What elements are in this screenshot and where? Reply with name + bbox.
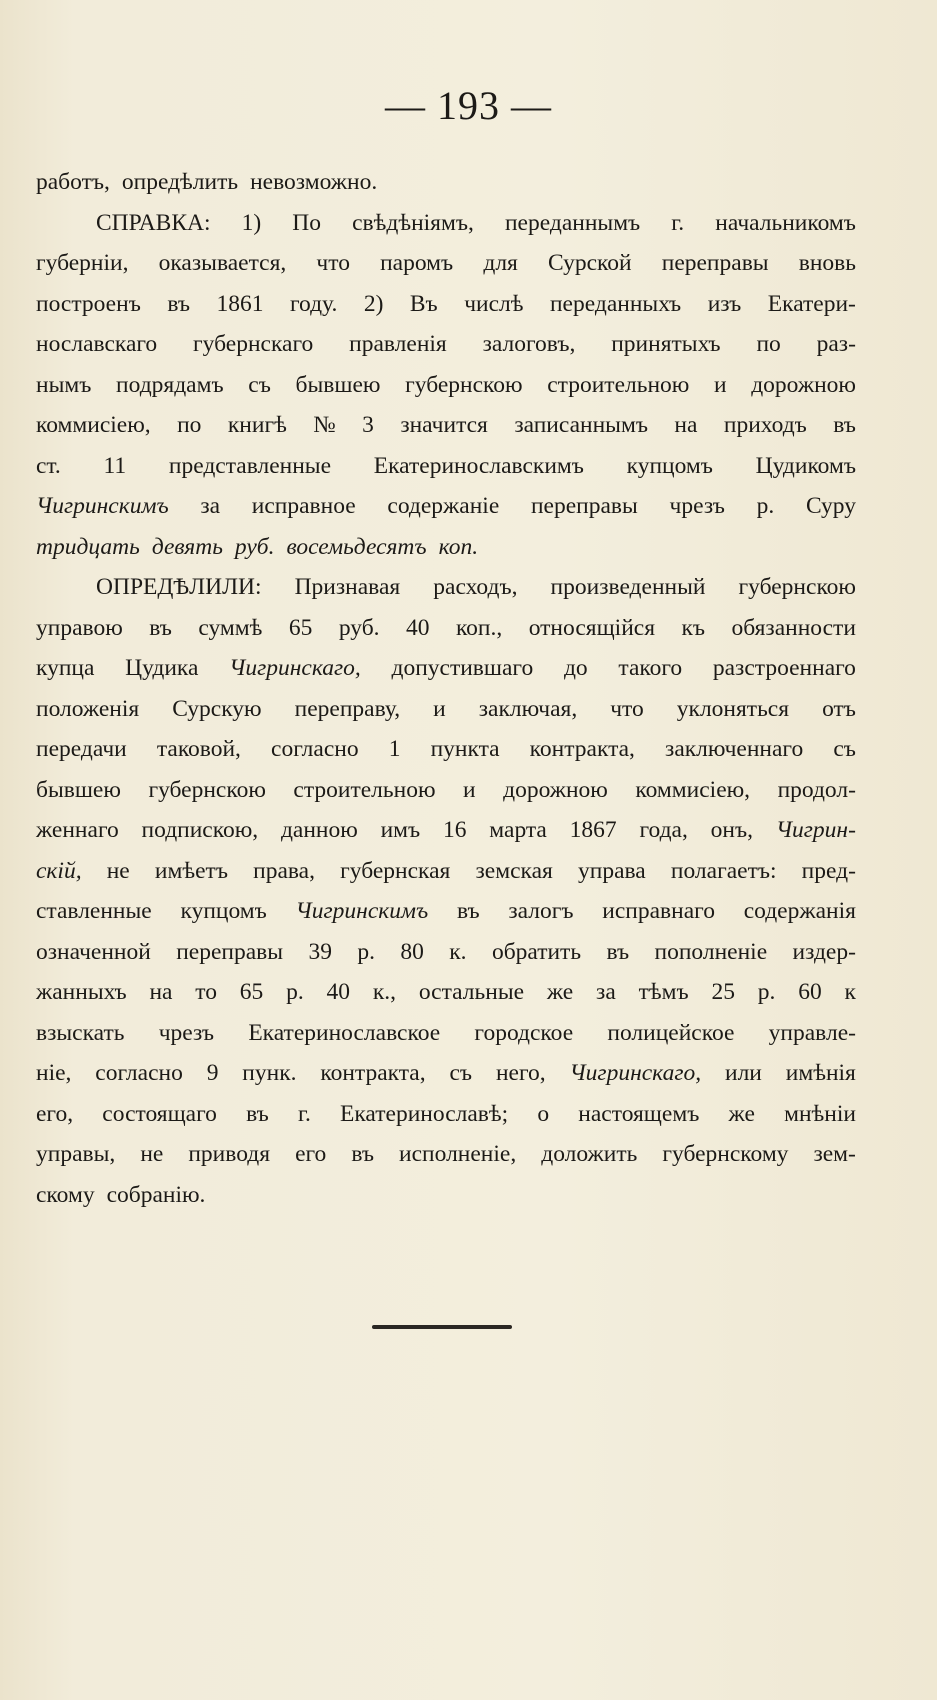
word: суммѣ [198, 614, 263, 641]
word: начальникомъ [715, 209, 856, 236]
word: пополненіе [654, 938, 768, 965]
word: на [674, 412, 698, 438]
text-line [36, 648, 856, 689]
word: обратить [491, 938, 582, 965]
word: чрезъ [158, 1019, 215, 1046]
word: въ [606, 938, 630, 965]
word: залоговъ, [482, 331, 576, 357]
word: губернскою [148, 776, 266, 803]
word: № [313, 412, 336, 438]
word: за [200, 493, 221, 519]
word: г. [671, 209, 685, 236]
word: бывшею [36, 776, 121, 803]
word: 3 [362, 412, 374, 438]
word: 25 [711, 979, 735, 1005]
word: 80 [400, 938, 424, 965]
text-line [36, 1094, 856, 1135]
word: имѣнія [785, 1060, 856, 1086]
word: ніе, [36, 1060, 72, 1086]
text-line [36, 1053, 856, 1094]
word: же [546, 979, 574, 1005]
word: купца [36, 655, 95, 681]
word: скому [36, 1181, 95, 1208]
word: для [483, 250, 518, 276]
word: 40 [326, 979, 351, 1005]
word: съ [833, 736, 856, 762]
word: восемьдесятъ [286, 533, 427, 560]
word: доложить [541, 1141, 638, 1167]
text-line [36, 1175, 856, 1216]
word: свѣдѣніямъ, [352, 209, 474, 236]
word: исполненіе, [399, 1141, 517, 1167]
word: приводя [188, 1141, 271, 1167]
word: согласно [95, 1060, 183, 1086]
text-line [36, 567, 856, 608]
word: По [292, 209, 321, 236]
word: его [295, 1141, 327, 1167]
word: продол- [777, 776, 856, 803]
word: паромъ [380, 250, 454, 276]
word: Сурскую [172, 695, 262, 722]
word: губернская [340, 857, 451, 884]
word: 16 [443, 817, 467, 843]
text-line [36, 810, 856, 851]
word: разстроеннаго [712, 655, 856, 681]
word: коммисіею, [635, 776, 751, 803]
word: за [596, 979, 616, 1005]
word: заключая, [478, 695, 578, 722]
word: земская [475, 857, 553, 884]
word: 2) [363, 290, 384, 317]
text-line [36, 405, 856, 446]
word: содержаніе [387, 493, 500, 519]
word: въ [456, 898, 480, 924]
text-line [36, 972, 856, 1013]
word: 60 [798, 979, 822, 1005]
word: въ [351, 1141, 375, 1167]
word: и [433, 695, 446, 722]
text-line [36, 324, 856, 365]
word: въ [246, 1100, 269, 1127]
word: данною [280, 817, 358, 843]
word: г. [297, 1100, 311, 1127]
text-line [36, 365, 856, 406]
text-line [36, 1013, 856, 1054]
word: дорожною [751, 371, 856, 398]
word: пункта [430, 736, 500, 762]
word: губернскаго [193, 331, 314, 357]
word: значится [400, 412, 488, 438]
word: губернскою [738, 574, 856, 600]
word: приходъ [723, 412, 807, 438]
word: заключеннаго [665, 736, 804, 762]
word: строительною [293, 776, 436, 803]
word: исправное [251, 493, 356, 519]
word: ставленные [36, 898, 152, 924]
text-line [36, 689, 856, 730]
word: нославскаго [36, 331, 158, 357]
word: допустившаго [391, 655, 534, 681]
word: онъ, [710, 817, 754, 843]
word: управою [36, 614, 123, 641]
word: р. [357, 938, 375, 965]
text-line [36, 243, 856, 284]
word: году. [289, 290, 338, 317]
word: издер- [792, 938, 856, 965]
word: оказывается, [158, 250, 287, 276]
word: управле- [768, 1019, 856, 1046]
word: года, [639, 817, 688, 843]
word: строительною [547, 371, 690, 398]
word: Екатеринославскимъ [373, 452, 584, 479]
word: 11 [103, 452, 127, 479]
word: залогъ [508, 898, 574, 924]
text-line [36, 446, 856, 487]
word: исправнаго [602, 898, 715, 924]
word: женнаго [36, 817, 119, 843]
word: передачи [36, 736, 127, 762]
word: коп. [438, 533, 479, 560]
word: въ [149, 614, 172, 641]
word: коп., [455, 614, 503, 641]
word: контракта, [320, 1060, 426, 1086]
word: Цудикомъ [755, 452, 856, 479]
word: до [563, 655, 588, 681]
word: полицейское [607, 1019, 735, 1046]
word: къ [681, 614, 706, 641]
word: 1) [241, 209, 262, 236]
text-line [36, 891, 856, 932]
word: руб. [234, 533, 275, 560]
word: такого [618, 655, 683, 681]
text-line [36, 1134, 856, 1175]
word: построенъ [36, 290, 141, 317]
word: Признавая [294, 574, 401, 600]
word: произведенный [550, 574, 706, 600]
word: въ [167, 290, 190, 317]
word: отъ [822, 695, 856, 722]
word: на [149, 979, 173, 1005]
text-line [36, 284, 856, 325]
word: пред- [801, 857, 856, 884]
word: относящійся [528, 614, 656, 641]
word: обязанности [731, 614, 856, 641]
word: р. [286, 979, 304, 1005]
word: 1861 [216, 290, 264, 317]
word: купцомъ [626, 452, 713, 479]
word: 65 [239, 979, 264, 1005]
word: мнѣніи [784, 1100, 856, 1127]
word: подрядамъ [116, 371, 224, 398]
word: имѣетъ [154, 857, 228, 884]
word: к [844, 979, 856, 1005]
word: марта [489, 817, 547, 843]
word: Екатери- [767, 290, 856, 317]
text-line [36, 729, 856, 770]
body-text [36, 162, 856, 1215]
word: остальные [418, 979, 525, 1005]
word: дорожною [503, 776, 608, 803]
word: представленные [168, 452, 332, 479]
text-line [36, 851, 856, 892]
word: и [713, 371, 727, 398]
word: работъ, [36, 169, 110, 195]
word: подпискою, [141, 817, 259, 843]
word: р. [757, 979, 776, 1005]
word: к., [372, 979, 397, 1005]
word: или [725, 1060, 762, 1086]
word: р. [756, 493, 775, 519]
word: губернскому [662, 1141, 789, 1167]
word: книгѣ [227, 412, 287, 438]
word: девять [151, 533, 223, 560]
word: съ [449, 1060, 473, 1086]
word: переправы [176, 938, 284, 965]
word: 40 [405, 614, 430, 641]
word: губернскою [405, 371, 523, 398]
word: 9 [206, 1060, 219, 1086]
text-line [36, 932, 856, 973]
word: и [463, 776, 476, 803]
word: изъ [707, 290, 742, 317]
word: тѣмъ [638, 979, 689, 1005]
word: Чигринскимъ [36, 493, 169, 519]
text-line [36, 203, 856, 244]
word: опредѣлить [121, 169, 239, 195]
word: невозможно. [250, 169, 378, 195]
word: съ [248, 371, 271, 398]
word: Екатеринославское [248, 1019, 441, 1046]
word: Цудика [125, 655, 199, 681]
word: содержанія [743, 898, 856, 924]
word: скій, [36, 857, 82, 884]
word: пунк. [242, 1060, 297, 1086]
word: 65 [288, 614, 313, 641]
word: Чигринскаго, [229, 655, 361, 681]
word: собранію. [106, 1181, 206, 1208]
text-line [36, 608, 856, 649]
word: же [728, 1100, 755, 1127]
word: уклоняться [676, 695, 790, 722]
word: взыскать [36, 1019, 125, 1046]
word: расходъ, [433, 574, 518, 600]
word: правленія [349, 331, 447, 357]
word: купцомъ [180, 898, 267, 924]
word: по [177, 412, 202, 438]
word: записаннымъ [514, 412, 648, 438]
word: чрезъ [669, 493, 725, 519]
word: губерніи, [36, 250, 129, 276]
word: права, [253, 857, 315, 884]
word: к. [449, 938, 467, 965]
word: настоящемъ [578, 1100, 700, 1127]
word: числѣ [464, 290, 524, 317]
word: таковой, [156, 736, 241, 762]
word: принятыхъ [611, 331, 721, 357]
word: бывшею [295, 371, 381, 398]
word: о [537, 1100, 550, 1127]
word: переданнымъ [504, 209, 641, 236]
word: что [316, 250, 350, 276]
word: него, [495, 1060, 546, 1086]
word: по [756, 331, 781, 357]
word: 1867 [569, 817, 617, 843]
word: его, [36, 1100, 74, 1127]
word: переправу, [294, 695, 401, 722]
word: Чигрин- [775, 817, 856, 843]
word: что [610, 695, 644, 722]
word: Въ [409, 290, 438, 317]
word: переданныхъ [549, 290, 682, 317]
word: зем- [813, 1141, 856, 1167]
word: переправы [661, 250, 769, 276]
word: то [195, 979, 217, 1005]
word: Чигринскаго, [569, 1060, 702, 1086]
word: управа [578, 857, 646, 884]
word: нымъ [36, 371, 92, 398]
word: положенія [36, 695, 140, 722]
word: согласно [271, 736, 359, 762]
word: состоящаго [102, 1100, 217, 1127]
section-divider [372, 1325, 512, 1329]
word: ст. [36, 452, 61, 479]
word: контракта, [529, 736, 635, 762]
word: раз- [816, 331, 856, 357]
word: означенной [36, 938, 151, 965]
word: руб. [338, 614, 380, 641]
word: СПРАВКА: [96, 209, 211, 236]
word: тридцать [36, 533, 140, 560]
text-line [36, 162, 856, 203]
word: Екатеринославѣ; [340, 1100, 509, 1127]
word: имъ [380, 817, 421, 843]
word: управы, [36, 1141, 116, 1167]
word: Суру [805, 493, 856, 519]
word: городское [474, 1019, 574, 1046]
word: Чигринскимъ [295, 898, 429, 924]
text-line [36, 770, 856, 811]
word: переправы [530, 493, 638, 519]
word: Сурской [548, 250, 632, 276]
word: полагаетъ: [670, 857, 777, 884]
word: въ [833, 412, 856, 438]
word: коммисіею, [36, 412, 151, 438]
word: ОПРЕДѢЛИЛИ: [96, 574, 262, 600]
word: 1 [388, 736, 401, 762]
word: не [140, 1141, 164, 1167]
page-number: — 193 — [385, 83, 552, 128]
word: жанныхъ [36, 979, 127, 1005]
text-line [36, 486, 856, 527]
word: не [106, 857, 130, 884]
text-line [36, 527, 856, 568]
word: 39 [308, 938, 332, 965]
word: вновь [798, 250, 856, 276]
